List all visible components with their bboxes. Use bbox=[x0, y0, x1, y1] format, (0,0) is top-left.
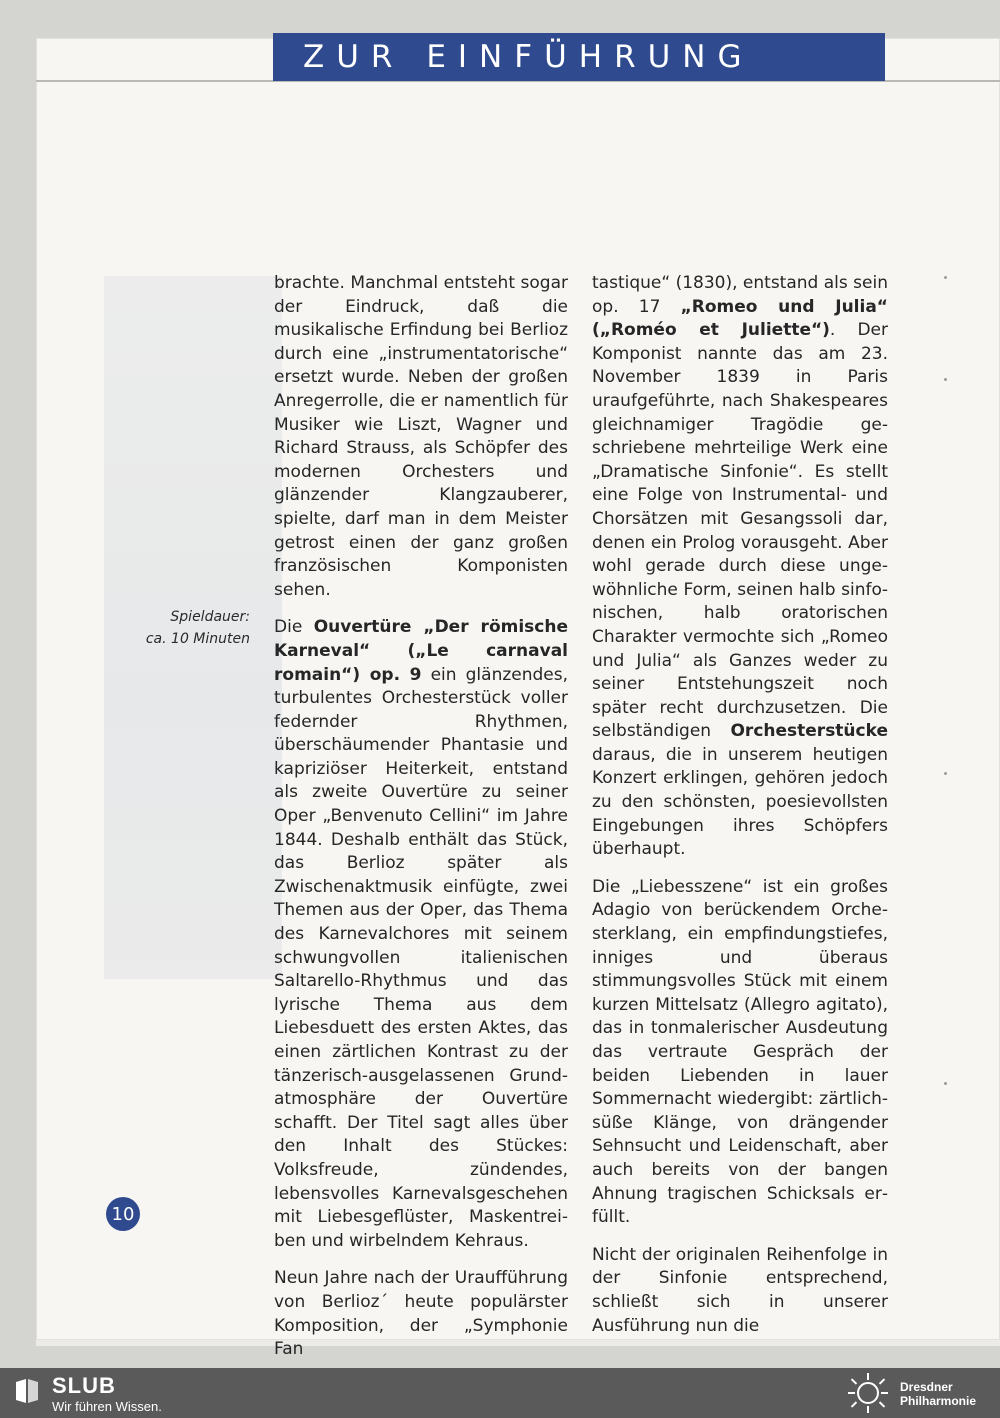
phil-line1: Dresdner bbox=[900, 1380, 953, 1394]
paragraph: Neun Jahre nach der Uraufführung von Berlioz´ heute populärster Komposition, der „Symphonie Fan bbox=[274, 1268, 568, 1360]
viewer-footer bbox=[0, 1368, 1000, 1418]
paragraph-liebesszene: Die „Liebesszene“ ist ein großes Adagio von berückendem Orchesterklang, ein empfindungstiefes, inniges und überaus stimmungsvolles Stück mit einem kurzen Mittelsatz (Allegro agitato), das in tonmalerischer Ausdeutung das vertraute Gespräch der beiden Liebenden in lauer Sommernacht wiedergibt: zärtlich-süße Klänge, von drängender Sehnsucht und Leidenschaft, aber auch bereits von der bangen Ahnung tragischen Schicksals erfüllt. bbox=[592, 876, 888, 1228]
text-column-right bbox=[592, 272, 888, 1338]
scan-speck bbox=[944, 276, 947, 279]
duration-note bbox=[110, 606, 250, 650]
scan-speck bbox=[944, 1082, 947, 1085]
slub-book-icon bbox=[12, 1376, 42, 1406]
scan-speck bbox=[944, 772, 947, 775]
slub-tagline: Wir führen Wissen. bbox=[52, 1399, 162, 1414]
text-run: ein glänzendes, turbulentes Orchesterstück voller federnder Rhythmen, überschäumender Phantasie und kapriziöser Heiterkeit, entstand als zweite Ouvertüre zu seiner Oper „Benvenuto Cellini“ im Jahre 1844. Deshalb enthält das Stück, das Berlioz später als Zwischenaktmusik einfügte, zwei Themen aus der Oper, das Thema des Karnevalchores mit seinem schwungvollen italienischen Saltarello-Rhythmus und das lyrische Thema aus dem Liebesduett des ersten Aktes, das einen zärtlichen Kontrast zu der tänzerisch-ausgelassenen Grundatmosphäre der Ouvertüre schafft. Der Titel sagt alles über den Inhalt des Stückes: Volksfreude, zündendes, lebensvolles Karnevalsgeschehen mit Liebesgeflüster, Maskentreiben und wirbelndem Kehraus. bbox=[274, 664, 569, 1251]
paragraph: Nicht der originalen Reihenfolge in der Sinfonie entsprechend, schließt sich in unserer Ausführung nun die bbox=[592, 1244, 888, 1336]
slub-logo-text[interactable]: SLUB bbox=[52, 1373, 116, 1398]
work-title-romeo: „Romeo und Julia“ („Roméo et Juliette“) bbox=[592, 296, 888, 341]
phil-line2: Philharmonie bbox=[900, 1394, 977, 1408]
text-run: tastique“ (1830), entstand als sein op. 17 bbox=[592, 273, 888, 317]
section-header-bar bbox=[273, 33, 885, 81]
philharmonie-sunburst-icon bbox=[842, 1372, 894, 1414]
text-run: Die bbox=[274, 617, 314, 638]
text-run: . Der Komponist nannte das am 23. November 1839 in Paris uraufgeführte, nach Shakespeares gleichnamiger Tragödie geschriebene mehrteilige Werk eine „Dramatische Sinfonie“. Es stellt eine Folge von Instrumental- und Chorsätzen mit Gesangssoli dar, denen ein Prolog vorausgeht. Aber wohl gerade durch diese ungewöhnliche Form, seinen halb sinfonischen, halb oratorischen Charakter vermochte sich „Romeo und Julia“ als Ganzes weder zu seiner Entstehungszeit noch später recht durchzusetzen. Die selbständigen bbox=[592, 320, 888, 742]
text-column-left bbox=[274, 272, 568, 1362]
paragraph-romeo bbox=[592, 272, 888, 862]
text-run: daraus, die in unserem heutigen Konzert erklingen, gehören jedoch zu den schönsten, poesievollsten Eingebungen ihres Schöpfers überhaupt. bbox=[592, 744, 888, 860]
page-number-badge bbox=[106, 1197, 140, 1231]
duration-value: ca. 10 Minuten bbox=[145, 631, 250, 647]
duration-label: Spieldauer: bbox=[170, 609, 250, 625]
section-title: ZUR EINFÜHRUNG bbox=[303, 39, 754, 75]
paragraph: brachte. Manchmal entsteht sogar der Eindruck, daß die musikalische Erfindung bei Berlioz durch eine „instrumentatorische“ ersetzt wurde. Neben der großen Anregerrolle, die er namentlich für Musiker wie Liszt, Wagner und Richard Strauss, als Schöpfer des modernen Orchesters und glänzender Klangzauberer, spielte, darf man in dem Meister getrost einen der ganz großen französischen Komponisten sehen. bbox=[274, 273, 568, 600]
orchesterstuecke-term: Orchesterstücke bbox=[730, 721, 888, 742]
page-number: 10 bbox=[111, 1203, 135, 1225]
paragraph-ouverture bbox=[274, 616, 568, 1253]
philharmonie-logo-text[interactable] bbox=[900, 1380, 1000, 1408]
work-title-carnaval: Ouvertüre „Der römische Karneval“ („Le carnaval romain“) op. 9 bbox=[274, 617, 568, 685]
scan-speck bbox=[944, 378, 947, 381]
